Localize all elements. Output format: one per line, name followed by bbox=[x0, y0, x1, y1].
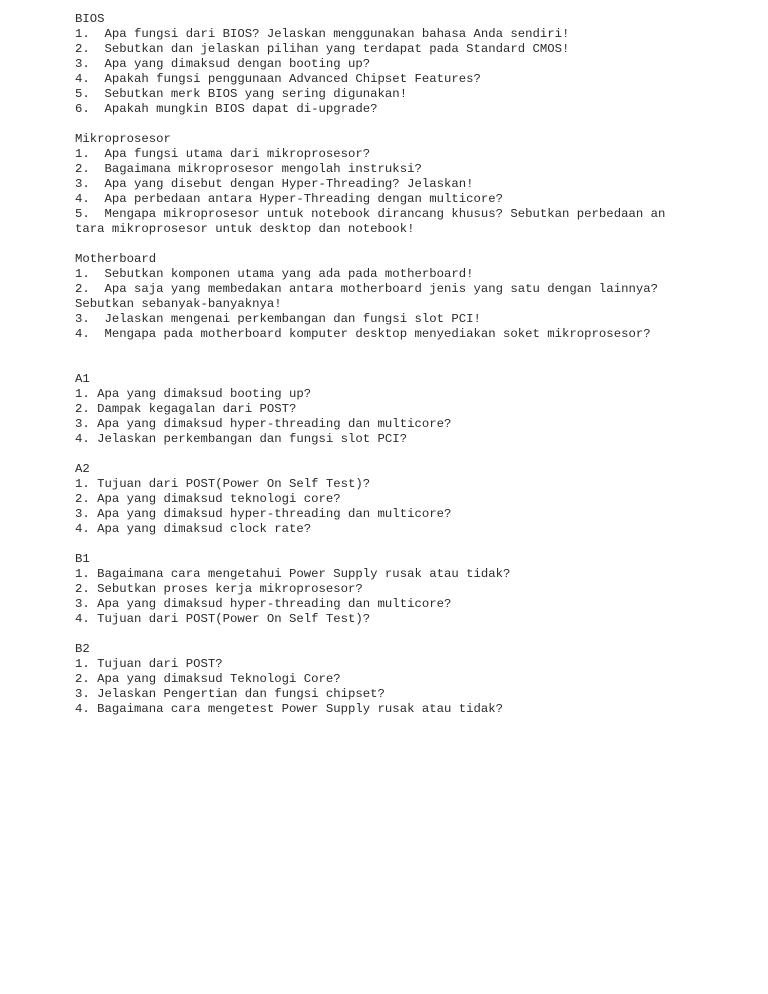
question-line: 4. Jelaskan perkembangan dan fungsi slot PCI? bbox=[75, 432, 408, 446]
question-line: tara mikroprosesor untuk desktop dan notebook! bbox=[75, 222, 415, 236]
question-line: 2. Sebutkan proses kerja mikroprosesor? bbox=[75, 582, 363, 596]
question-section bbox=[75, 552, 665, 627]
question-line: 3. Apa yang dimaksud hyper-threading dan multicore? bbox=[75, 597, 452, 611]
question-line: 3. Jelaskan mengenai perkembangan dan fungsi slot PCI! bbox=[75, 312, 481, 326]
blank-gap bbox=[75, 117, 665, 132]
question-line: 5. Mengapa mikroprosesor untuk notebook dirancang khusus? Sebutkan perbedaan an bbox=[75, 207, 666, 221]
question-line: Sebutkan sebanyak-banyaknya! bbox=[75, 297, 282, 311]
question-section bbox=[75, 132, 665, 237]
section-heading: A2 bbox=[75, 462, 90, 476]
section-heading: Mikroprosesor bbox=[75, 132, 171, 146]
question-line: 5. Sebutkan merk BIOS yang sering digunakan! bbox=[75, 87, 408, 101]
question-section bbox=[75, 12, 665, 117]
question-line: 2. Apa yang dimaksud Teknologi Core? bbox=[75, 672, 341, 686]
question-line: 1. Apa fungsi utama dari mikroprosesor? bbox=[75, 147, 371, 161]
question-line: 2. Apa yang dimaksud teknologi core? bbox=[75, 492, 341, 506]
blank-gap bbox=[75, 447, 665, 462]
question-line: 4. Apa perbedaan antara Hyper-Threading dengan multicore? bbox=[75, 192, 504, 206]
section-heading: BIOS bbox=[75, 12, 105, 26]
blank-gap bbox=[75, 237, 665, 252]
question-line: 1. Tujuan dari POST(Power On Self Test)? bbox=[75, 477, 371, 491]
question-line: 1. Sebutkan komponen utama yang ada pada motherboard! bbox=[75, 267, 474, 281]
question-section bbox=[75, 462, 665, 537]
document-page bbox=[75, 12, 665, 717]
section-heading: B1 bbox=[75, 552, 90, 566]
question-line: 1. Tujuan dari POST? bbox=[75, 657, 223, 671]
question-line: 4. Bagaimana cara mengetest Power Supply rusak atau tidak? bbox=[75, 702, 504, 716]
section-heading: Motherboard bbox=[75, 252, 157, 266]
blank-gap bbox=[75, 537, 665, 552]
question-section bbox=[75, 642, 665, 717]
question-line: 4. Tujuan dari POST(Power On Self Test)? bbox=[75, 612, 371, 626]
question-line: 3. Jelaskan Pengertian dan fungsi chipset? bbox=[75, 687, 385, 701]
question-line: 4. Apa yang dimaksud clock rate? bbox=[75, 522, 312, 536]
question-line: 3. Apa yang disebut dengan Hyper-Threading? Jelaskan! bbox=[75, 177, 474, 191]
question-section bbox=[75, 372, 665, 447]
section-heading: B2 bbox=[75, 642, 90, 656]
question-line: 4. Mengapa pada motherboard komputer desktop menyediakan soket mikroprosesor? bbox=[75, 327, 651, 341]
question-line: 1. Apa yang dimaksud booting up? bbox=[75, 387, 312, 401]
question-line: 1. Bagaimana cara mengetahui Power Supply rusak atau tidak? bbox=[75, 567, 511, 581]
question-line: 4. Apakah fungsi penggunaan Advanced Chipset Features? bbox=[75, 72, 481, 86]
question-line: 6. Apakah mungkin BIOS dapat di-upgrade? bbox=[75, 102, 378, 116]
question-line: 1. Apa fungsi dari BIOS? Jelaskan menggunakan bahasa Anda sendiri! bbox=[75, 27, 570, 41]
question-line: 2. Dampak kegagalan dari POST? bbox=[75, 402, 297, 416]
blank-gap bbox=[75, 342, 665, 372]
blank-gap bbox=[75, 627, 665, 642]
question-section bbox=[75, 252, 665, 342]
section-heading: A1 bbox=[75, 372, 90, 386]
question-line: 2. Sebutkan dan jelaskan pilihan yang terdapat pada Standard CMOS! bbox=[75, 42, 570, 56]
question-line: 3. Apa yang dimaksud hyper-threading dan multicore? bbox=[75, 417, 452, 431]
question-line: 3. Apa yang dimaksud hyper-threading dan multicore? bbox=[75, 507, 452, 521]
question-line: 3. Apa yang dimaksud dengan booting up? bbox=[75, 57, 371, 71]
question-line: 2. Bagaimana mikroprosesor mengolah instruksi? bbox=[75, 162, 422, 176]
question-line: 2. Apa saja yang membedakan antara motherboard jenis yang satu dengan lainnya? bbox=[75, 282, 658, 296]
